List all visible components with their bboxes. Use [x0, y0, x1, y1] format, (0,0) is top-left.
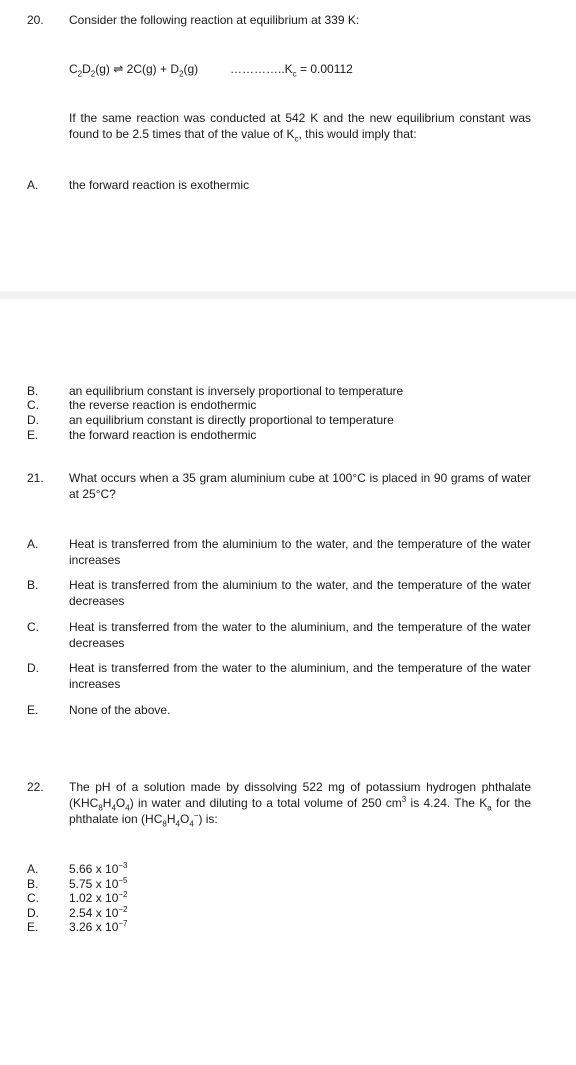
- question-number: 20.: [27, 13, 44, 27]
- option-letter: D.: [27, 413, 39, 427]
- option-text: an equilibrium constant is inversely proportional to temperature: [69, 384, 404, 398]
- option-letter: B.: [27, 578, 39, 592]
- page-divider: [0, 291, 576, 299]
- question-prompt: Consider the following reaction at equilibrium at 339 K:: [69, 13, 360, 27]
- option-text: the forward reaction is endothermic: [69, 428, 257, 442]
- option-letter: E.: [27, 703, 39, 717]
- option-text: 1.02 x $10^{-2}$: [69, 890, 128, 905]
- option-text: 5.75 x $10^{-5}$: [69, 876, 128, 891]
- question-body: If the same reaction was conducted at 542 K and the new equilibrium constant was found to be 2.5 times that of the value of $K_c$, this would imply that:: [69, 111, 531, 144]
- option-letter: B.: [27, 877, 39, 891]
- option-letter: D.: [27, 661, 39, 675]
- option-text: Heat is transferred from the water to the aluminium, and the temperature of the water increases: [69, 661, 531, 691]
- equilibrium-arrow: ⇌: [113, 62, 124, 76]
- option-text: the reverse reaction is endothermic: [69, 398, 257, 412]
- option-letter: C.: [27, 398, 39, 412]
- option-text: None of the above.: [69, 703, 171, 717]
- question-prompt: The pH of a solution made by dissolving 522 mg of potassium hydrogen phthalate $(KHC_8H_4O_4)$ in water and diluting to a total volume of 250 $cm^3$ is 4.24. The $K_a$ for the phthalate ion $(HC_8H_4O_4^-)$ is:: [69, 780, 531, 829]
- option-letter: C.: [27, 891, 39, 905]
- option-text: 5.66 x $10^{-3}$: [69, 861, 128, 876]
- equilibrium-constant: $\dots\dots\dots\dots..K_c = 0.00112$: [230, 62, 353, 79]
- question-prompt: What occurs when a 35 gram aluminium cube at 100°C is placed in 90 grams of water at 25°C?: [69, 471, 531, 501]
- option-text: Heat is transferred from the aluminium to the water, and the temperature of the water decreases: [69, 578, 531, 608]
- option-text: Heat is transferred from the water to the aluminium, and the temperature of the water decreases: [69, 620, 531, 650]
- option-text: 3.26 x $10^{-7}$: [69, 919, 128, 934]
- option-letter: C.: [27, 620, 39, 634]
- option-letter: D.: [27, 906, 39, 920]
- option-letter: A.: [27, 537, 39, 551]
- option-letter: A.: [27, 178, 39, 192]
- option-text: Heat is transferred from the aluminium to the water, and the temperature of the water increases: [69, 537, 531, 567]
- option-letter: A.: [27, 862, 39, 876]
- option-letter: B.: [27, 384, 39, 398]
- option-text: 2.54 x $10^{-2}$: [69, 905, 128, 920]
- option-text: an equilibrium constant is directly proportional to temperature: [69, 413, 394, 427]
- option-letter: E.: [27, 428, 39, 442]
- option-text: the forward reaction is exothermic: [69, 178, 250, 192]
- option-letter: E.: [27, 920, 39, 934]
- question-number: 22.: [27, 780, 44, 794]
- equilibrium-equation: $C_2D_2(g)$ ⇌ $2C(g) + D_2(g)$: [69, 62, 199, 79]
- question-number: 21.: [27, 471, 44, 485]
